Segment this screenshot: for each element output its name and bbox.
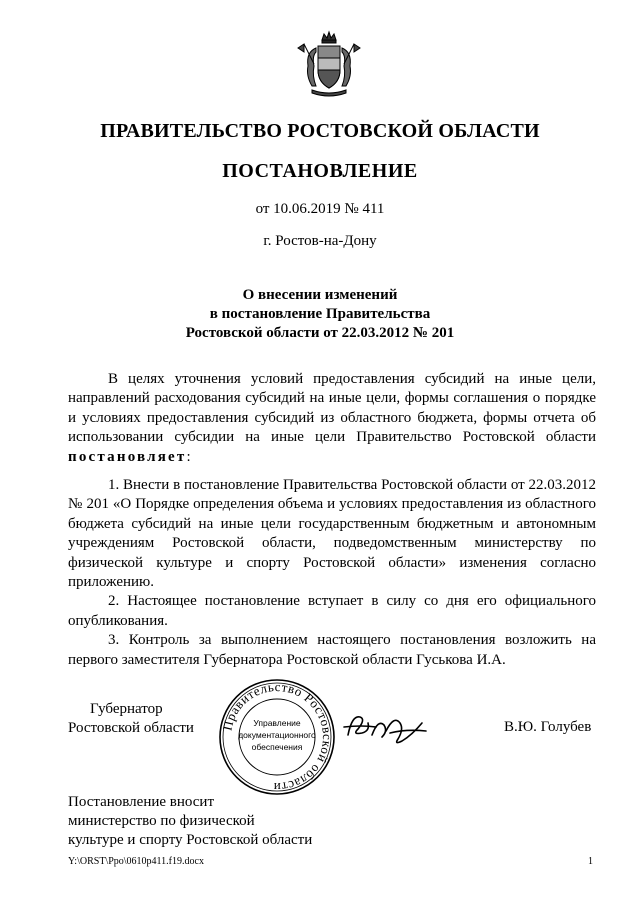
heading-line-2: в постановление Правительства [209, 306, 431, 322]
official-stamp [218, 678, 336, 796]
stamp-inner-line-1: Управление [253, 718, 301, 728]
signatory-position-line-2: Ростовской области [68, 720, 194, 736]
signatory-name: В.Ю. Голубев [504, 719, 592, 735]
preamble-text: В целях уточнения условий предоставления субсидий на иные цели, направлений расходования субсидий на иные цели, формы соглашения о порядке и условиях предоставления субсидий из областного бюджета, формы отчета об использовании субсидии на иные цели Правительство Ростовской области [68, 371, 596, 446]
coat-of-arms-emblem [294, 30, 364, 100]
government-title: ПРАВИТЕЛЬСТВО РОСТОВСКОЙ ОБЛАСТИ [100, 120, 540, 142]
signatory-position [68, 700, 194, 738]
stamp-inner-line-2: документационного [238, 730, 316, 740]
submission-note-line-3: культуре и спорту Ростовской области [68, 832, 313, 848]
decree-item-1: 1. Внести в постановление Правительства Ростовской области от 22.03.2012 № 201 «О Порядке определения объема и условиях предоставления из областного бюджета субсидий на иные цели государственным бюджетным и автономным учреждениям Ростовской области, подведомственным министерству по физической культуре и спорту Ростовской области» изменения согласно приложению. [68, 477, 596, 591]
preamble-paragraph [68, 370, 596, 467]
handwritten-signature [342, 705, 430, 749]
decree-colon: : [186, 448, 191, 465]
document-city: г. Ростов-на-Дону [263, 233, 377, 249]
stamp-ring-text: Правительство Ростовской области [219, 678, 336, 796]
stamp-inner-line-3: обеспечения [251, 742, 303, 752]
page-number: 1 [588, 856, 593, 867]
submission-note-line-2: министерство по физической [68, 813, 255, 829]
submission-note-line-1: Постановление вносит [68, 794, 215, 810]
decree-item-3: 3. Контроль за выполнением настоящего постановления возложить на первого заместителя Губернатора Ростовской области Гуськова И.А. [68, 632, 596, 668]
file-path: Y:\ORST\Ppo\0610p411.f19.docx [68, 856, 204, 867]
decree-item-2: 2. Настоящее постановление вступает в силу со дня его официального опубликования. [68, 593, 596, 629]
document-heading [0, 286, 640, 343]
decree-items [68, 476, 596, 670]
submission-note [68, 793, 312, 850]
document-type: ПОСТАНОВЛЕНИЕ [222, 160, 418, 182]
document-date-number: от 10.06.2019 № 411 [255, 201, 385, 217]
signatory-position-line-1: Губернатор [90, 701, 163, 717]
heading-line-3: Ростовской области от 22.03.2012 № 201 [185, 325, 455, 341]
heading-line-1: О внесении изменений [242, 287, 398, 303]
decree-word: постановляет [68, 448, 187, 465]
